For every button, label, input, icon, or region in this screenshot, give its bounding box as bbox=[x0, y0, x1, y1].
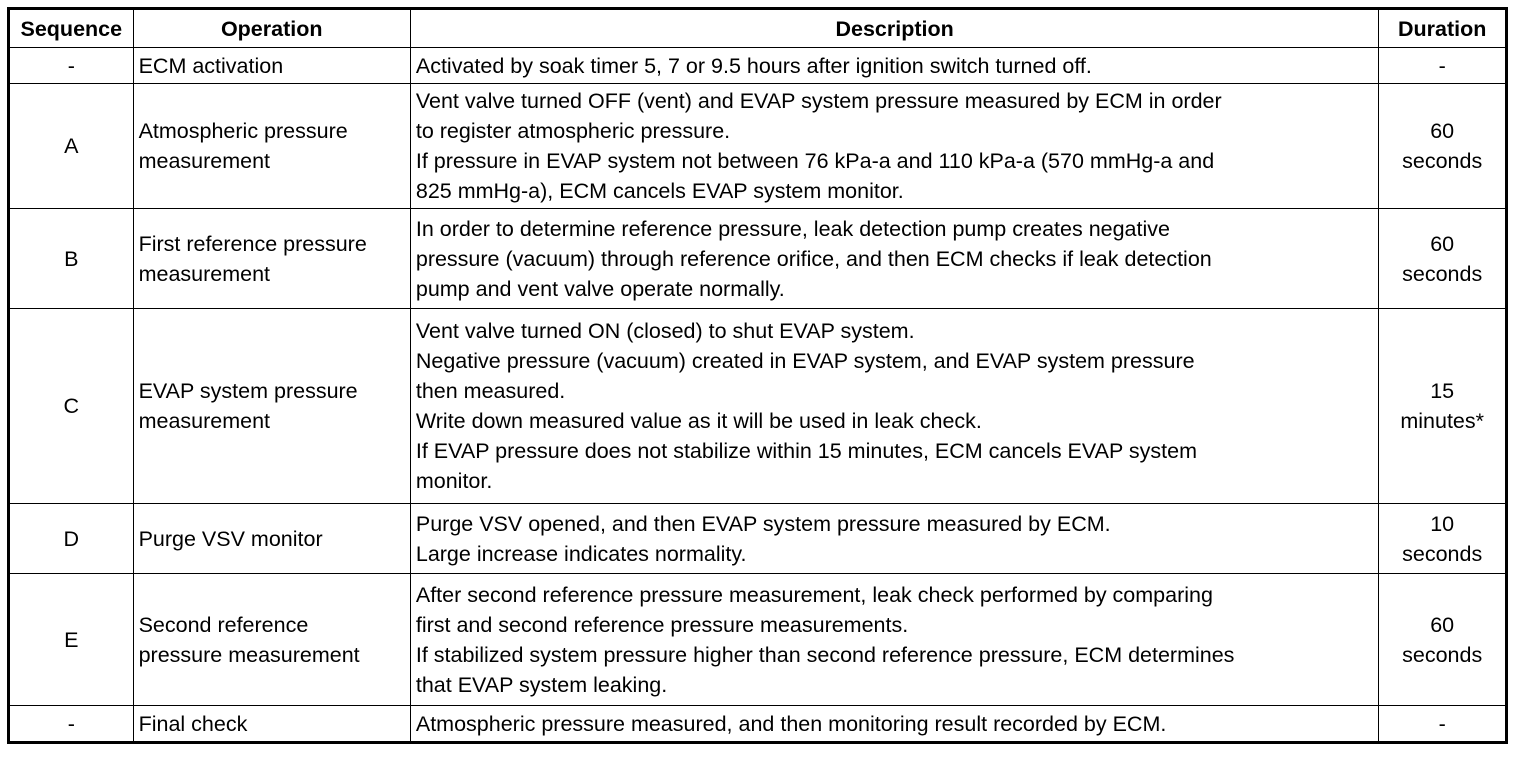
table-row bbox=[9, 309, 1507, 504]
duration-cell-line: - bbox=[1438, 711, 1446, 736]
operation-cell-line: Final check bbox=[138, 711, 248, 736]
description-cell-line: to register atmospheric pressure. bbox=[415, 119, 731, 143]
sequence-cell: B bbox=[9, 209, 134, 309]
operation-cell-line: First reference pressure bbox=[138, 231, 367, 256]
description-cell-line: Activated by soak timer 5, 7 or 9.5 hours after ignition switch turned off. bbox=[415, 53, 1092, 78]
description-cell-line: Purge VSV opened, and then EVAP system pressure measured by ECM. bbox=[415, 511, 1111, 536]
operation-cell bbox=[133, 574, 410, 706]
description-cell-line: Large increase indicates normality. bbox=[415, 541, 747, 566]
operation-cell-line: measurement bbox=[138, 149, 271, 173]
description-cell-line: After second reference pressure measurement, leak check performed by comparing bbox=[415, 582, 1213, 607]
description-cell-line: that EVAP system leaking. bbox=[415, 672, 668, 697]
description-cell-line: If pressure in EVAP system not between 76 kPa-a and 110 kPa-a (570 mmHg-a and bbox=[415, 149, 1215, 173]
duration-cell bbox=[1379, 48, 1507, 84]
table-row bbox=[9, 48, 1507, 84]
evap-sequence-table bbox=[7, 7, 1508, 744]
description-cell-line: pressure (vacuum) through reference orifice, and then ECM checks if leak detection bbox=[415, 246, 1212, 271]
operation-cell-line: ECM activation bbox=[138, 53, 284, 78]
duration-cell-line: 15 bbox=[1430, 379, 1455, 403]
sequence-cell: D bbox=[9, 504, 134, 574]
operation-cell bbox=[133, 48, 410, 84]
description-cell-line: Negative pressure (vacuum) created in EVAP system, and EVAP system pressure bbox=[415, 349, 1195, 373]
description-cell bbox=[410, 309, 1379, 504]
table-row bbox=[9, 84, 1507, 209]
operation-cell bbox=[133, 706, 410, 743]
description-cell-line: then measured. bbox=[415, 379, 566, 403]
duration-cell-line: minutes* bbox=[1400, 409, 1485, 433]
operation-cell bbox=[133, 309, 410, 504]
header-description: Description bbox=[410, 9, 1379, 48]
description-cell-line: pump and vent valve operate normally. bbox=[415, 276, 785, 301]
duration-cell-line: 60 bbox=[1430, 612, 1455, 637]
duration-cell bbox=[1379, 504, 1507, 574]
description-cell-line: 825 mmHg-a), ECM cancels EVAP system monitor. bbox=[415, 179, 904, 203]
sequence-cell: A bbox=[9, 84, 134, 209]
table-body bbox=[9, 48, 1507, 743]
duration-cell-line: 60 bbox=[1430, 231, 1455, 256]
description-cell bbox=[410, 706, 1379, 743]
operation-cell-line: measurement bbox=[138, 409, 271, 433]
description-cell bbox=[410, 504, 1379, 574]
duration-cell bbox=[1379, 309, 1507, 504]
sequence-cell: - bbox=[9, 706, 134, 743]
description-cell-line: If EVAP pressure does not stabilize within 15 minutes, ECM cancels EVAP system bbox=[415, 439, 1197, 463]
sequence-cell: - bbox=[9, 48, 134, 84]
duration-cell bbox=[1379, 209, 1507, 309]
description-cell bbox=[410, 48, 1379, 84]
duration-cell bbox=[1379, 84, 1507, 209]
duration-cell bbox=[1379, 706, 1507, 743]
description-cell bbox=[410, 574, 1379, 706]
operation-cell-line: measurement bbox=[138, 261, 271, 286]
description-cell-line: Write down measured value as it will be used in leak check. bbox=[415, 409, 982, 433]
description-cell bbox=[410, 84, 1379, 209]
description-cell-line: first and second reference pressure measurements. bbox=[415, 612, 909, 637]
description-cell-line: Vent valve turned OFF (vent) and EVAP system pressure measured by ECM in order bbox=[415, 89, 1222, 113]
duration-cell-line: - bbox=[1438, 53, 1446, 78]
operation-cell-line: Atmospheric pressure bbox=[138, 119, 348, 143]
description-cell-line: Vent valve turned ON (closed) to shut EVAP system. bbox=[415, 319, 915, 343]
table-row bbox=[9, 504, 1507, 574]
duration-cell-line: seconds bbox=[1402, 261, 1483, 286]
header-operation: Operation bbox=[133, 9, 410, 48]
sequence-cell: C bbox=[9, 309, 134, 504]
description-cell-line: If stabilized system pressure higher than second reference pressure, ECM determines bbox=[415, 642, 1235, 667]
header-duration: Duration bbox=[1379, 9, 1507, 48]
description-cell-line: In order to determine reference pressure, leak detection pump creates negative bbox=[415, 216, 1170, 241]
duration-cell-line: 60 bbox=[1430, 119, 1455, 143]
description-cell-line: monitor. bbox=[415, 469, 493, 493]
description-cell bbox=[410, 209, 1379, 309]
operation-cell-line: pressure measurement bbox=[138, 642, 360, 667]
operation-cell-line: Second reference bbox=[138, 612, 309, 637]
table-row bbox=[9, 706, 1507, 743]
duration-cell bbox=[1379, 574, 1507, 706]
header-row bbox=[9, 9, 1507, 48]
operation-cell bbox=[133, 504, 410, 574]
description-cell-line: Atmospheric pressure measured, and then monitoring result recorded by ECM. bbox=[415, 711, 1167, 736]
header-sequence: Sequence bbox=[9, 9, 134, 48]
operation-cell-line: EVAP system pressure bbox=[138, 379, 358, 403]
table-row bbox=[9, 574, 1507, 706]
duration-cell-line: seconds bbox=[1402, 149, 1483, 173]
table-row bbox=[9, 209, 1507, 309]
operation-cell bbox=[133, 84, 410, 209]
operation-cell-line: Purge VSV monitor bbox=[138, 526, 323, 551]
operation-cell bbox=[133, 209, 410, 309]
duration-cell-line: 10 bbox=[1430, 511, 1455, 536]
duration-cell-line: seconds bbox=[1402, 642, 1483, 667]
duration-cell-line: seconds bbox=[1402, 541, 1483, 566]
sequence-cell: E bbox=[9, 574, 134, 706]
